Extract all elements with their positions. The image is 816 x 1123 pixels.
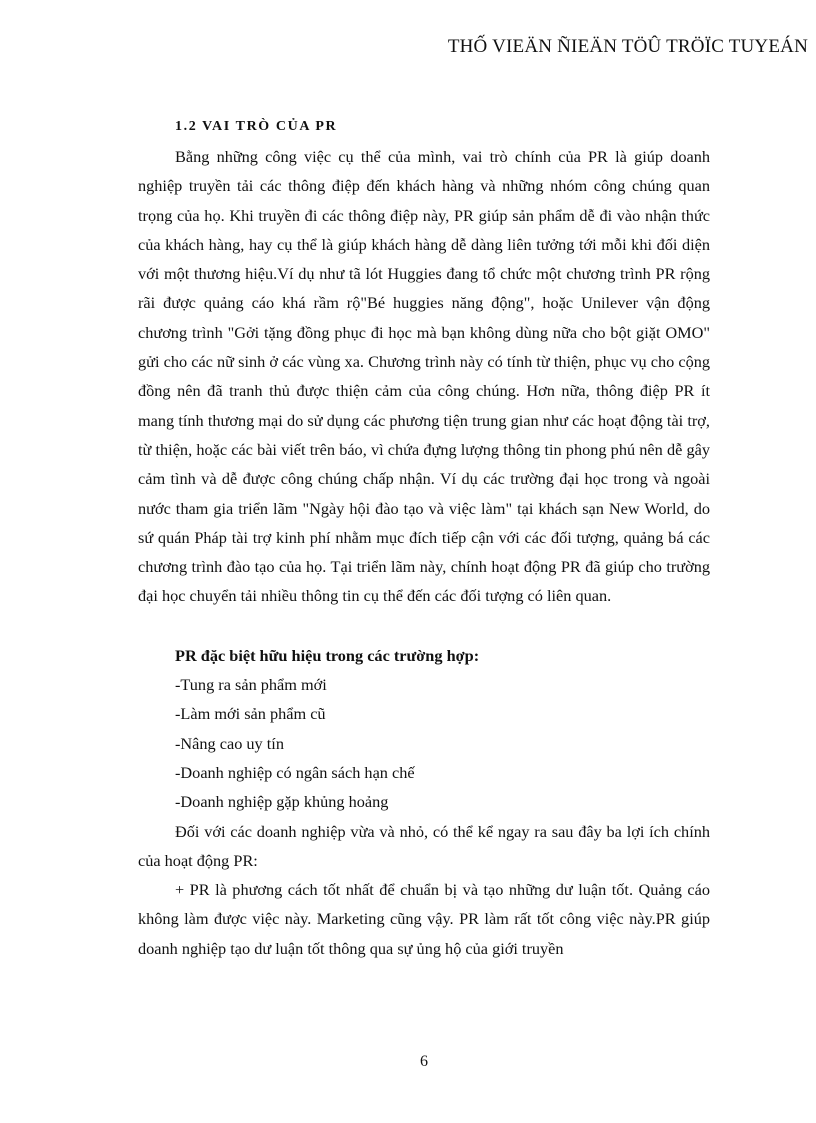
benefit-first-paragraph: + PR là phương cách tốt nhất để chuẩn bị và tạo những dư luận tốt. Quảng cáo không làm được việc này. Marketing cũng vậy. PR làm rất tốt công việc này.PR giúp doanh nghiệp tạo dư luận tốt thông qua sự ủng hộ của giới truyền xyxy=(138,880,710,958)
body-paragraph: Bằng những công việc cụ thể của mình, vai trò chính của PR là giúp doanh nghiệp truyền tải các thông điệp đến khách hàng và những nhóm công chúng quan trọng của họ. Khi truyền đi các thông điệp này, PR giúp sản phẩm dễ đi vào nhận thức của khách hàng, hay cụ thể là giúp khách hàng dễ dàng liên tưởng tới mỗi khi đối diện với một thương hiệu.Ví dụ như tã lót Huggies đang tổ chức một chương trình PR rộng rãi được quảng cáo khá rầm rộ"Bé huggies năng động", hoặc Unilever vận động chương trình "Gởi tặng đồng phục đi học mà bạn không dùng nữa cho bột giặt OMO" gửi cho các nữ sinh ở các vùng xa. Chương trình này có tính từ thiện, phục vụ cho cộng đồng nên đã tranh thủ được thiện cảm của công chúng. Hơn nữa, thông điệp PR ít mang tính thương mại do sử dụng các phương tiện trung gian như các hoạt động tài trợ, từ thiện, hoặc các bài viết trên báo, vì chứa đựng lượng thông tin phong phú nên dễ gây cảm tình và dễ được công chúng chấp nhận. Ví dụ các trường đại học trong và ngoài nước tham gia triển lãm "Ngày hội đào tạo và việc làm" tại khách sạn New World, do sứ quán Pháp tài trợ kinh phí nhằm mục đích tiếp cận với các đối tượng, quảng bá các chương trình đào tạo của họ. Tại triển lãm này, chính hoạt động PR đã giúp cho trường đại học chuyển tải nhiều thông tin cụ thể đến các đối tượng có liên quan. xyxy=(138,147,710,606)
section-heading: 1.2 VAI TRÒ CỦA PR xyxy=(175,119,338,134)
list-item: -Doanh nghiệp gặp khủng hoảng xyxy=(175,792,389,812)
effective-cases-title: PR đặc biệt hữu hiệu trong các trường hợp: xyxy=(175,645,480,665)
list-item: -Doanh nghiệp có ngân sách hạn chế xyxy=(175,762,415,782)
benefits-intro-paragraph: Đối với các doanh nghiệp vừa và nhỏ, có thể kể ngay ra sau đây ba lợi ích chính của hoạt động PR: xyxy=(138,821,710,870)
list-item: -Làm mới sản phẩm cũ xyxy=(175,704,326,724)
running-header: THỐ VIEÄN ÑIEÄN TÖÛ TRÖÏC TUYEÁN xyxy=(447,36,808,57)
page-content xyxy=(138,116,710,963)
page-number: 6 xyxy=(420,1053,428,1070)
effective-cases-list xyxy=(138,670,710,816)
list-item: -Tung ra sản phẩm mới xyxy=(175,675,327,695)
list-item: -Nâng cao uy tín xyxy=(175,733,284,753)
paragraph-spacer xyxy=(138,611,710,641)
